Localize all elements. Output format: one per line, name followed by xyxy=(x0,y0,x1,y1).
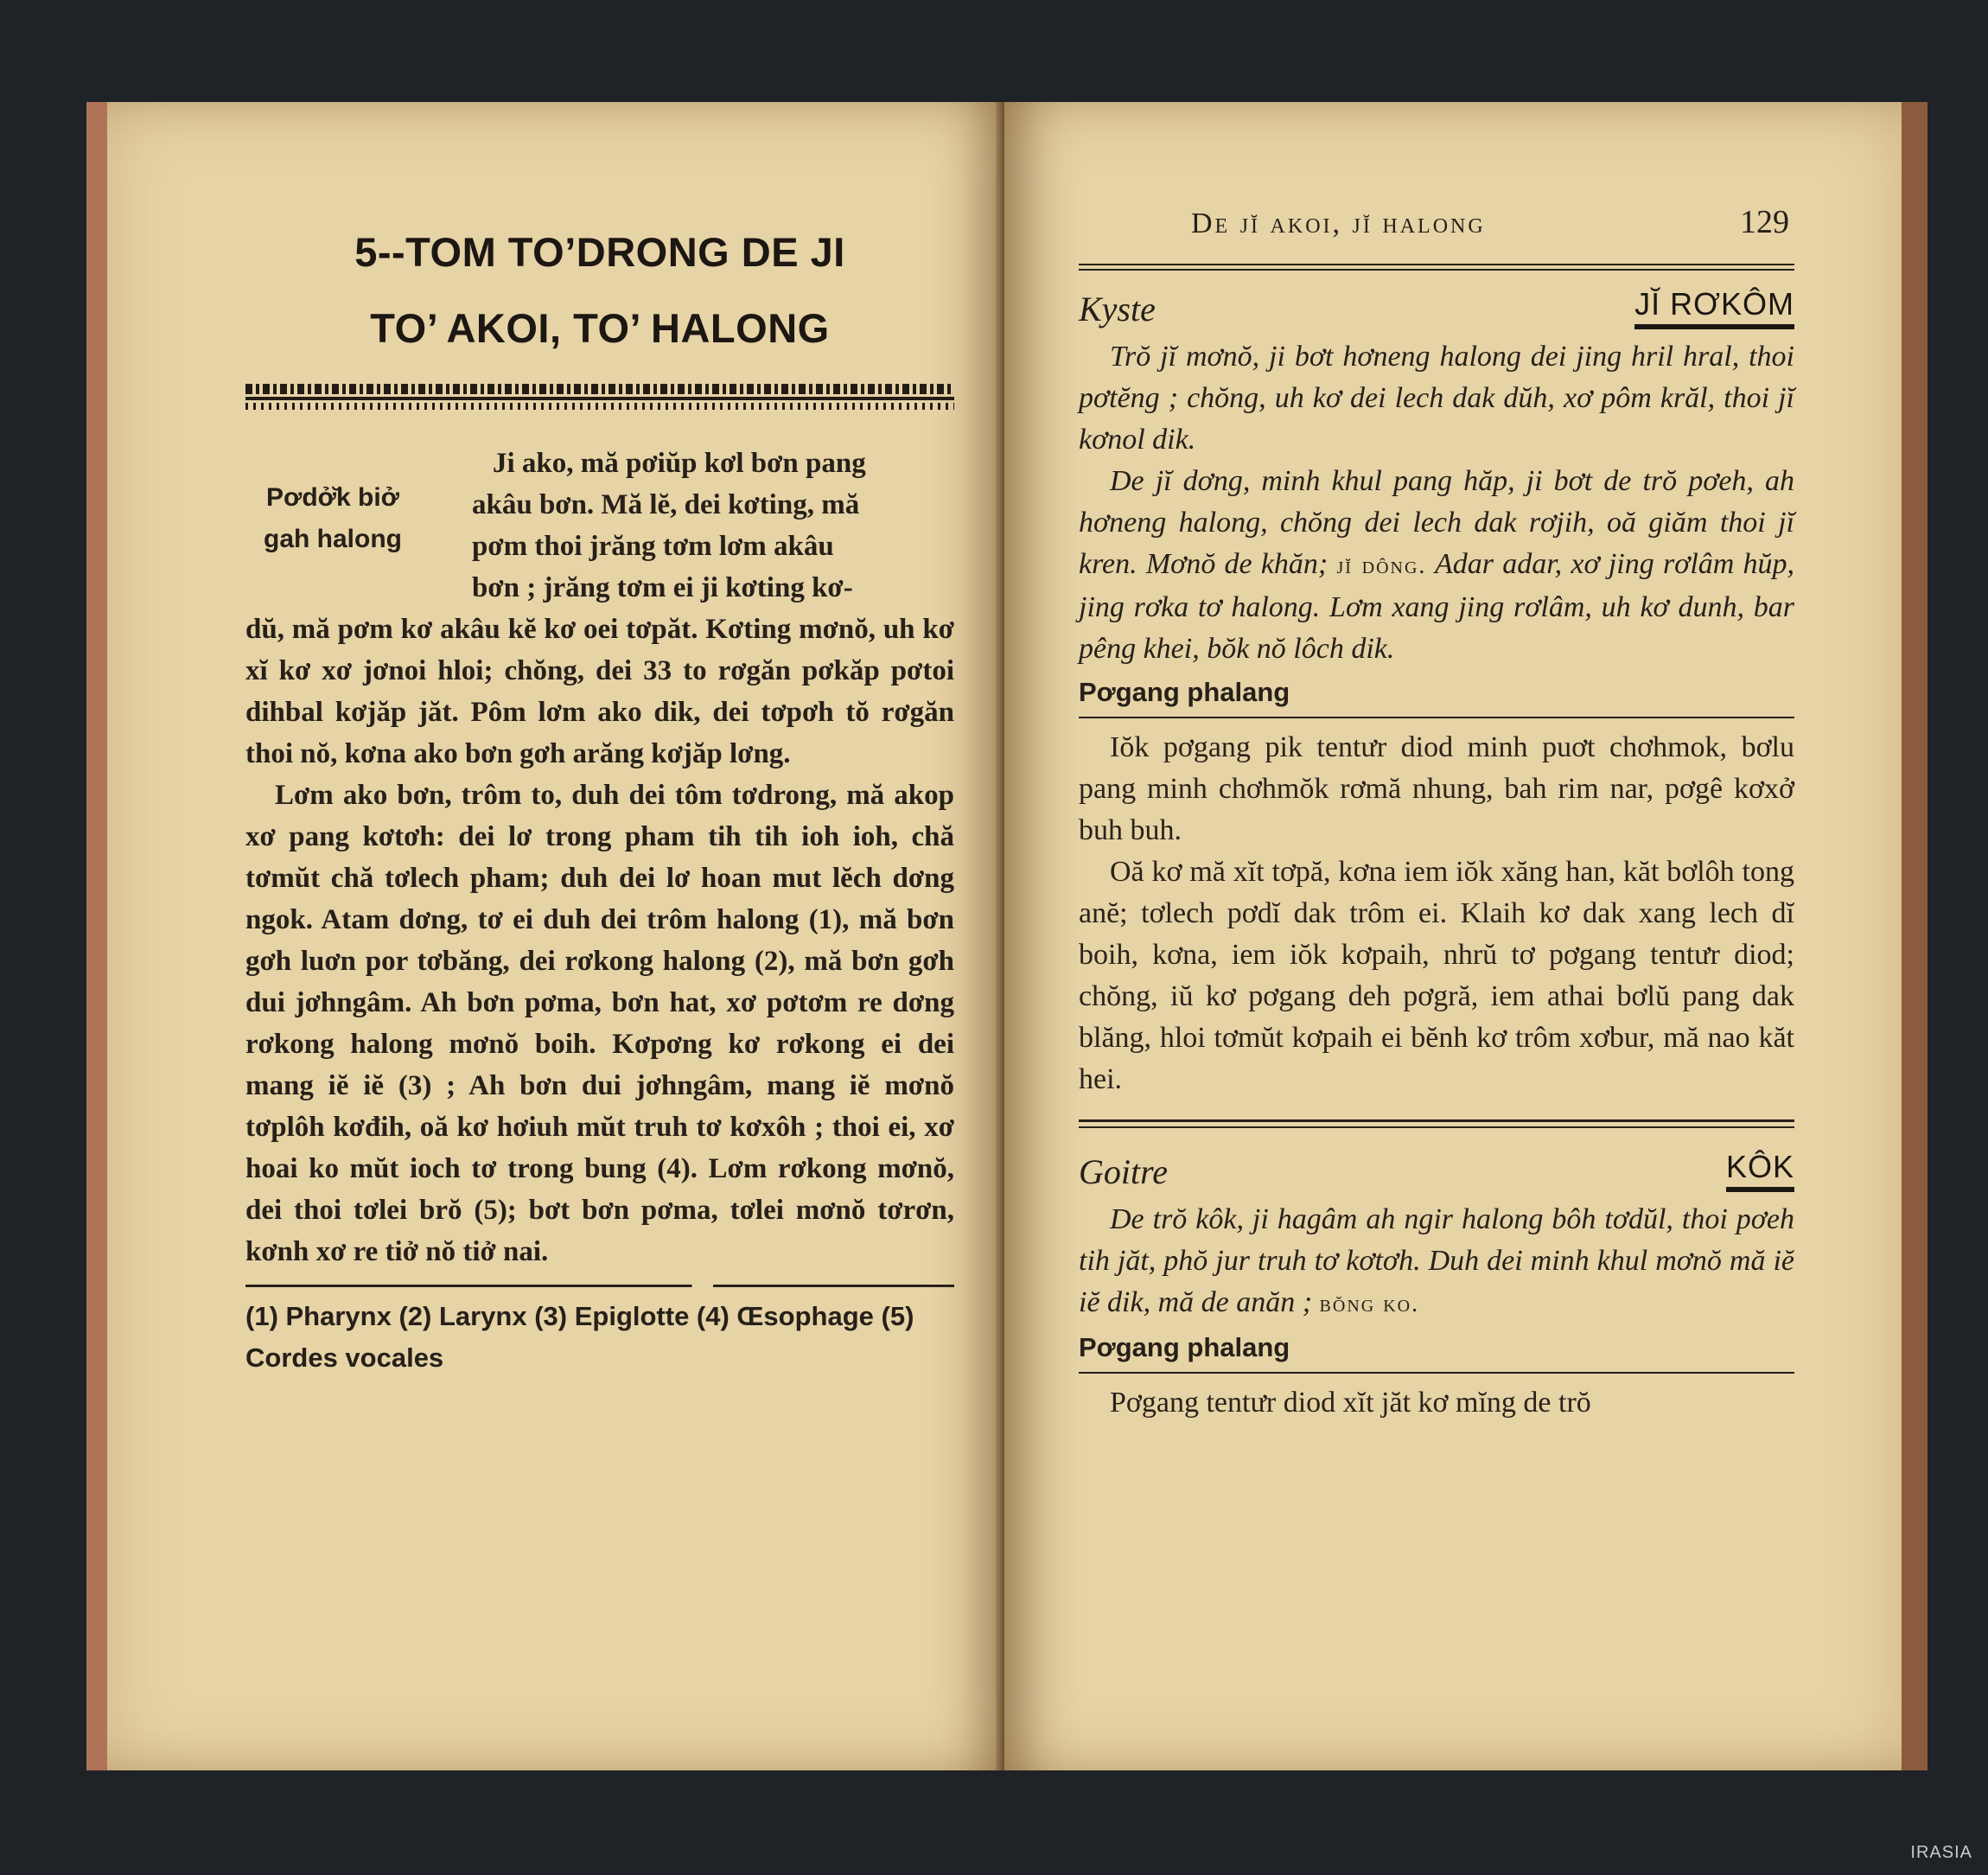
treatment-paragraph: Oă kơ mă xĭt tơpă, kơna iem iŏk xăng han, kăt bơlôh tong anĕ; tơlech pơdĭ dak trôm ei. Klaih kơ dak xang lech dĭ boih, kơna, iem iŏk kơpaih, nhrŭ tơ pơgang tentưr diod; chŏng, iŭ kơ pơgang deh pơgră, iem athai bơlŭ pang dak blăng, hloi tơmŭt kơpaih ei bĕnh kơ trôm xơbur, mă nao kăt hei. xyxy=(1079,856,1794,1095)
local-name: bŏng ko. xyxy=(1319,1291,1420,1317)
section-separator xyxy=(1079,1119,1794,1128)
entry-french-term: Goitre xyxy=(1079,1152,1168,1191)
treatment-text xyxy=(1079,727,1794,1100)
intro-line: bơn ; jrăng tơm ei ji kơting kơ- xyxy=(472,572,853,603)
treatment-text xyxy=(1079,1382,1794,1424)
page-number: 129 xyxy=(1740,204,1789,240)
description-paragraph xyxy=(1079,461,1794,670)
local-name: jĭ dông. xyxy=(1336,552,1427,579)
entry-term: KÔK xyxy=(1726,1149,1794,1192)
ornamental-divider xyxy=(245,384,954,410)
entry-header-kyste xyxy=(1079,286,1794,329)
entry-french-term: Kyste xyxy=(1079,290,1156,328)
entry-term: JĬ RƠKÔM xyxy=(1634,286,1794,329)
intro-lines xyxy=(472,443,954,609)
subhead-rule xyxy=(1079,1372,1794,1374)
chapter-title xyxy=(245,214,954,367)
right-page xyxy=(1004,102,1927,1770)
entry-description xyxy=(1079,336,1794,670)
treatment-subhead: Pơgang phalang xyxy=(1079,677,1290,707)
footnote: (1) Pharynx (2) Larynx (3) Epiglotte (4) Œsophage (5) Cordes vocales xyxy=(245,1301,914,1373)
watermark: IRASIA xyxy=(1910,1843,1972,1862)
subhead-rule xyxy=(1079,717,1794,718)
description-paragraph xyxy=(1079,1199,1794,1325)
treatment-paragraph: Pơgang tentưr diod xĭt jăt kơ mĭng de trŏ xyxy=(1110,1387,1591,1419)
treatment-paragraph: Iŏk pơgang pik tentưr diod minh puơt chơhmok, bơlu pang minh chơhmŏk rơmă nhung, bah rim nar, pơgê kơxở buh buh. xyxy=(1079,731,1794,846)
chapter-title-line-1: 5--TOM TO’DRONG DE JI xyxy=(354,229,845,275)
description-text: De jĭ dơng, minh khul pang hăp, ji bơt de trŏ pơeh, ah hơneng halong, chŏng dei lech dak rơjih, oă giăm thoi jĭ kren. Mơnŏ de khăn; xyxy=(1079,465,1794,580)
right-page-content xyxy=(1079,203,1794,1424)
description-text: Adar adar, xơ jing rơlâm hŭp, jing rơka tơ halong. Lơm xang jing rơlâm, uh kơ dunh, bar pêng khei, bŏk nŏ lôch dik. xyxy=(1079,548,1795,665)
description-paragraph: Trŏ jĭ mơnŏ, ji bơt hơneng halong dei jing hril hral, thoi pơtĕng ; chŏng, uh kơ dei lech dak dŭh, xơ pôm krăl, thoi jĭ kơnol dik. xyxy=(1079,341,1794,456)
paragraph-1-continuation: dŭ, mă pơm kơ akâu kĕ kơ oei tơpăt. Kơting mơnŏ, uh kơ xĭ kơ xơ jơnoi hloi; chŏng, dei 33 to rơgăn pơkăp pơtoi dihbal kơjăp jăt. Pôm lơm ako dik, dei tơpơh tŏ rơgăn thoi nŏ, kơna ako bơn gơh arăng kơjăp lơng. xyxy=(245,614,954,769)
side-note xyxy=(242,477,424,560)
footnote-rule xyxy=(245,1285,954,1287)
entry-description xyxy=(1079,1199,1794,1325)
treatment-subhead: Pơgang phalang xyxy=(1079,1332,1290,1362)
header-rule xyxy=(1079,264,1794,271)
side-note-line-2: gah halong xyxy=(264,525,402,553)
left-page-content xyxy=(245,214,954,1379)
chapter-title-line-2: TO’ AKOI, TO’ HALONG xyxy=(370,305,830,351)
intro-line: Ji ako, mă pơiŭp kơl bơn pang xyxy=(493,448,866,479)
entry-header-goitre xyxy=(1079,1149,1794,1192)
running-head-title: De jĭ akoi, jĭ halong xyxy=(1191,207,1486,239)
intro-line: pơm thoi jrăng tơm lơm akâu xyxy=(472,531,834,562)
intro-line: akâu bơn. Mă lĕ, dei kơting, mă xyxy=(472,489,860,520)
side-note-line-1: Pơdở̆k biở xyxy=(266,483,399,512)
intro-block xyxy=(245,443,954,609)
left-page xyxy=(86,102,1004,1770)
open-book xyxy=(86,102,1927,1770)
paragraph-2: Lơm ako bơn, trôm to, duh dei tôm tơdrong, mă akop xơ pang kơtơh: dei lơ trong pham tih tih ioh ioh, chă tơmŭt chă tơlech pham; duh dei lơ hoan mut lĕch dơng ngok. Atam dơng, tơ ei duh dei trôm halong (1), mă bơn gơh luơn por tơbăng, dei rơkong halong (2), mă bơn gơh dui jơhngâm. Ah bơn pơma, bơn hat, xơ pơtơm re dơng rơkong halong mơnŏ boih. Kơpơng kơ rơkong ei dei mang iĕ iĕ (3) ; Ah bơn dui jơhngâm, mang iĕ mơnŏ tơplôh kơđih, oă kơ hơiuh mŭt truh tơ kơxôh ; thoi ei, xơ hoai ko mŭt ioch tơ trong bung (4). Lơm rơkong mơnŏ, dei thoi tơlei brŏ (5); bơt bơn pơma, tơlei mơnŏ tơrơn, kơnh xơ re tiở nŏ tiở nai. xyxy=(245,780,954,1267)
running-head xyxy=(1079,203,1794,241)
description-text: De trŏ kôk, ji hagâm ah ngir halong bôh tơdŭl, thoi pơeh tih jăt, phŏ jur truh tơ kơtơh. Duh dei minh khul mơnŏ mă iĕ iĕ dik, mă de anăn ; xyxy=(1079,1203,1794,1318)
